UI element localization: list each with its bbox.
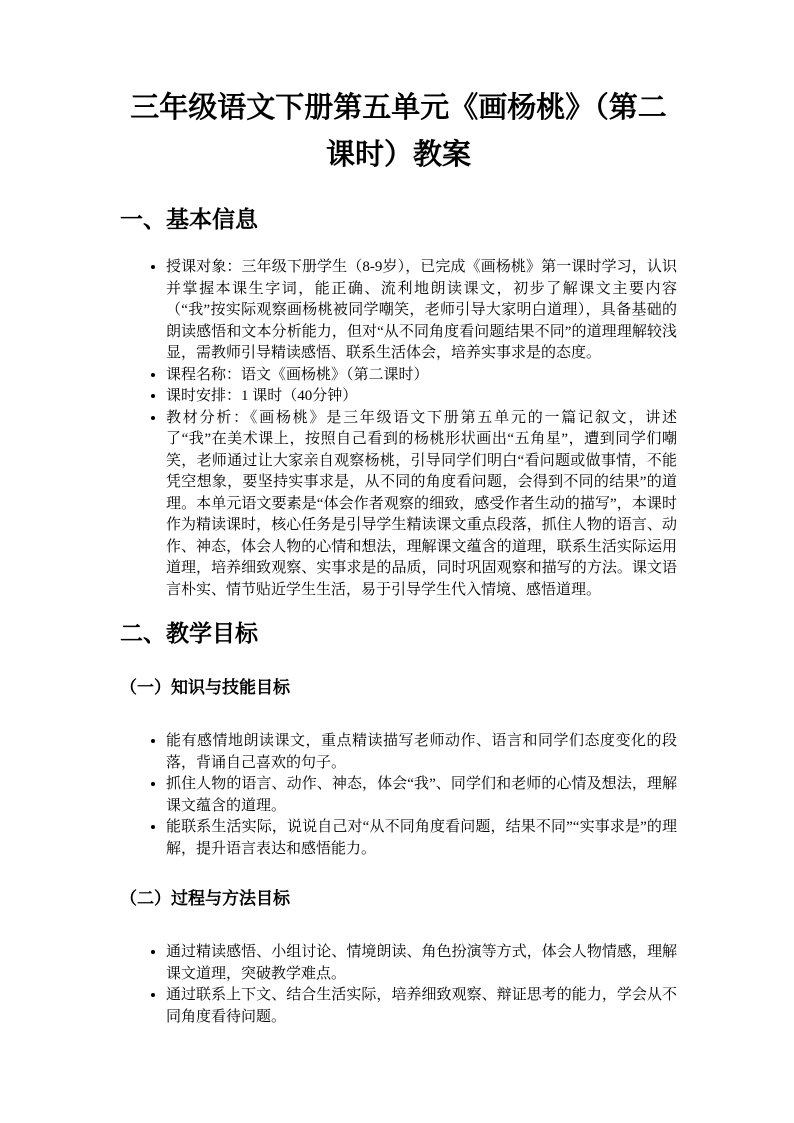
subsection-heading-process-method: （二）过程与方法目标 [120,889,290,908]
list-item-method-discussion: • 通过精读感悟、小组讨论、情境朗读、角色扮演等方式，体会人物情感，理解课文道理，突破教学难点。 [166,942,677,985]
knowledge-skills-list [120,731,677,860]
list-item-character-goal: • 抓住人物的语言、动作、神态，体会“我”、同学们和老师的心情及想法，理解课文蕴含的道理。 [166,774,677,817]
list-item-teaching-audience: • 授课对象：三年级下册学生（8-9岁），已完成《画杨桃》第一课时学习，认识并掌握本课生字词，能正确、流利地朗读课文，初步了解课文主要内容（“我”按实际观察画杨桃被同学嘲笑，老师引导大家明白道理），具备基础的朗读感悟和文本分析能力，但对“从不同角度看问题结果不同”的道理理解较浅显，需教师引导精读感悟、联系生活体会，培养实事求是的态度。 [166,257,677,365]
list-item-method-context: • 通过联系上下文、结合生活实际，培养细致观察、辩证思考的能力，学会从不同角度看待问题。 [166,985,677,1028]
list-item-life-connection-goal: • 能联系生活实际，说说自己对“从不同角度看问题，结果不同”“实事求是”的理解，提升语言表达和感悟能力。 [166,817,677,860]
subsection-heading-knowledge-skills: （一）知识与技能目标 [120,678,290,697]
section-heading-teaching-goals: 二、教学目标 [120,621,258,646]
section-heading-basic-info: 一、基本信息 [120,207,258,232]
basic-info-list [120,257,677,601]
document-title: 三年级语文下册第五单元《画杨桃》（第二课时）教案 [130,92,667,171]
list-item-material-analysis: • 教材分析：《画杨桃》是三年级语文下册第五单元的一篇记叙文，讲述了“我”在美术课上，按照自己看到的杨桃形状画出“五角星”，遭到同学们嘲笑，老师通过让大家亲自观察杨桃，引导同学们明白“看问题或做事情，不能凭空想象，要坚持实事求是，从不同的角度看问题，会得到不同的结果”的道理。本单元语文要素是“体会作者观察的细致，感受作者生动的描写”，本课时作为精读课时，核心任务是引导学生精读课文重点段落，抓住人物的语言、动作、神态，体会人物的心情和想法，理解课文蕴含的道理，联系生活实际运用道理，培养细致观察、实事求是的品质，同时巩固观察和描写的方法。课文语言朴实、情节贴近学生生活，易于引导学生代入情境、感悟道理。 [166,408,677,602]
list-item-course-name: • 课程名称：语文《画杨桃》（第二课时） [166,365,677,387]
list-item-reading-goal: • 能有感情地朗读课文，重点精读描写老师动作、语言和同学们态度变化的段落，背诵自己喜欢的句子。 [166,731,677,774]
list-item-schedule: • 课时安排：1 课时（40分钟） [166,386,677,408]
process-method-list [120,942,677,1028]
